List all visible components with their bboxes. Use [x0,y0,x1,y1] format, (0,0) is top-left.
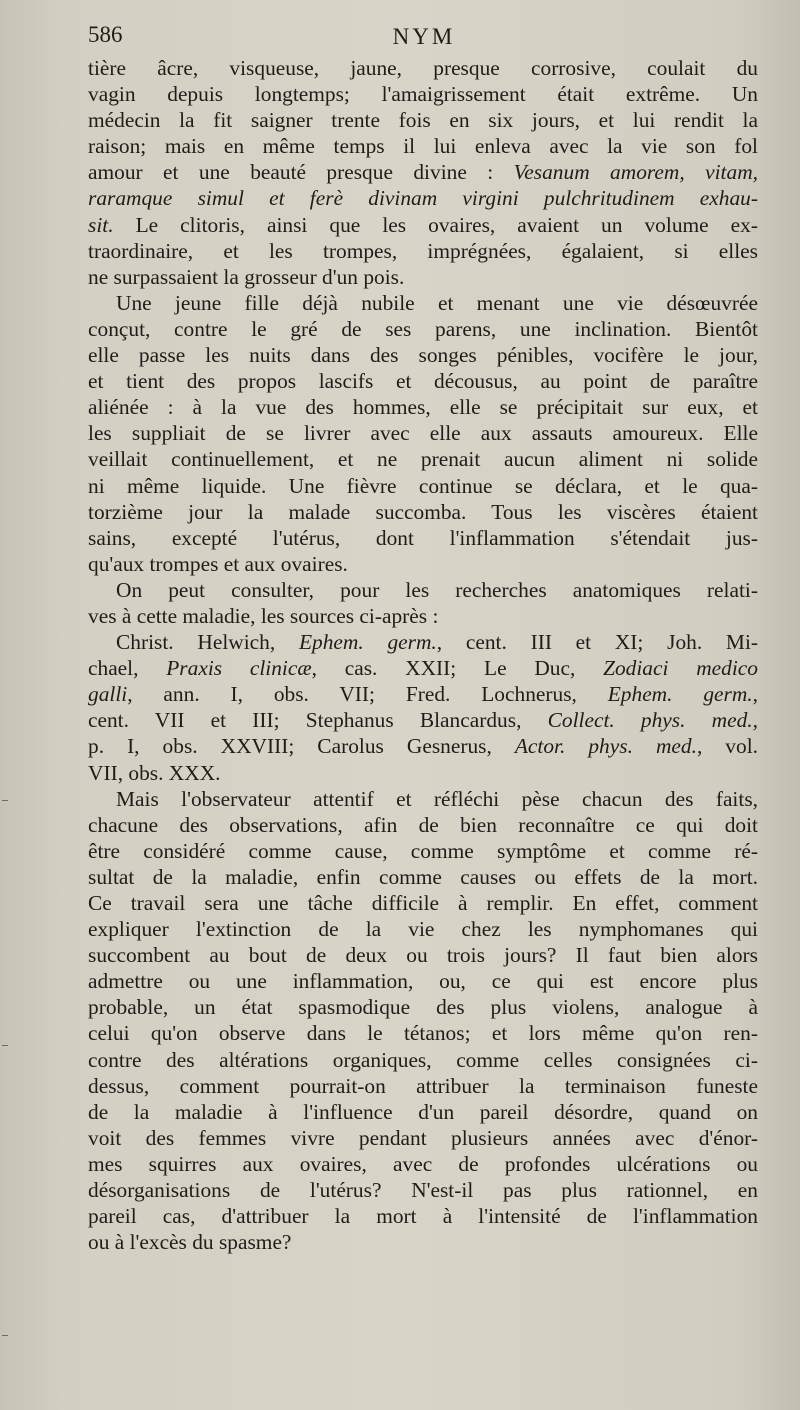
text-line [88,1203,758,1229]
text-line [88,394,758,420]
text-segment: désorganisations de l'utérus? N'est-il pas plus rationnel, en [88,1178,758,1203]
text-segment: traordinaire, et les trompes, imprégnées, égalaient, si elles [88,238,758,263]
body-text [88,55,758,1255]
text-segment: mes squirres aux ovaires, avec de profondes ulcérations ou [88,1151,758,1176]
margin-mark [2,1335,8,1336]
text-segment: dessus, comment pourrait-on attribuer la terminaison funeste [88,1073,758,1098]
text-segment: expliquer l'extinction de la vie chez les nymphomanes qui [88,917,758,942]
text-line [88,473,758,499]
text-line [88,812,758,838]
text-line [88,655,758,681]
text-segment: , cas. XXII; Le Duc, [311,656,604,681]
italic-text: galli [88,682,128,707]
italic-text: Vesanum amorem, vitam, [513,160,758,185]
text-line [88,368,758,394]
text-line [88,107,758,133]
text-segment: , vol. [696,734,758,759]
text-line [88,1177,758,1203]
text-line [88,942,758,968]
text-line [88,316,758,342]
text-segment: cent. VII et III; Stephanus Blancardus, [88,708,548,733]
text-line [88,968,758,994]
italic-text: Ephem. germ. [298,630,437,655]
text-line [88,629,758,655]
italic-text: Actor. phys. med. [514,734,697,759]
text-line [88,786,758,812]
text-segment: amour et une beauté presque divine : [88,160,514,185]
italic-text: Zodiaci medico [603,656,758,681]
text-segment: ne surpassaient la grosseur d'un pois. [88,264,405,289]
text-segment: veillait continuellement, et ne prenait aucun aliment ni solide [88,447,758,472]
text-line [88,707,758,733]
text-line [88,760,758,786]
text-segment: On peut consulter, pour les recherches anatomiques relati- [116,577,758,602]
text-line [88,446,758,472]
text-segment: celui qu'on observe dans le tétanos; et lors même qu'on ren- [88,1021,758,1046]
text-line [88,1099,758,1125]
text-line [88,838,758,864]
italic-text: Collect. phys. med. [547,708,753,733]
text-line [88,994,758,1020]
text-line [88,1020,758,1046]
text-segment: raison; mais en même temps il lui enleva avec la vie son fol [88,134,758,159]
text-line [88,185,758,211]
text-segment: Le clitoris, ainsi que les ovaires, avaient un volume ex- [113,212,758,237]
text-segment: admettre ou une inflammation, ou, ce qui est encore plus [88,969,758,994]
text-line [88,1229,758,1255]
text-segment: être considéré comme cause, comme symptôme et comme ré- [88,838,758,863]
text-segment: , [752,708,758,733]
italic-text: Ephem. germ. [607,682,753,707]
text-segment: sains, excepté l'utérus, dont l'inflammation s'étendait jus- [88,525,758,550]
text-segment: VII, obs. XXX. [88,760,221,785]
text-segment: contre des altérations organiques, comme celles consignées ci- [88,1047,758,1072]
text-segment: conçut, contre le gré de ses parens, une inclination. Bientôt [88,316,758,341]
text-segment: chacune des observations, afin de bien reconnaître ce qui doit [88,812,758,837]
text-segment: Christ. Helwich, [116,630,299,655]
text-line [88,733,758,759]
text-segment: Une jeune fille déjà nubile et menant une vie désœuvrée [116,290,758,315]
text-line [88,916,758,942]
text-line [88,551,758,577]
text-segment: , ann. I, obs. VII; Fred. Lochnerus, [127,682,608,707]
text-line [88,342,758,368]
margin-mark [2,800,8,801]
text-segment: succombent au bout de deux ou trois jours? Il faut bien alors [88,943,758,968]
text-line [88,525,758,551]
text-segment: , cent. III et XI; Joh. Mi- [436,630,759,655]
text-line [88,55,758,81]
text-segment: elle passe les nuits dans des songes pénibles, vocifère le jour, [88,343,758,368]
text-line [88,133,758,159]
text-segment: médecin la fit saigner trente fois en six jours, et lui rendit la [88,108,758,133]
text-line [88,1047,758,1073]
text-line [88,1151,758,1177]
italic-text: raramque simul et ferè divinam virgini pulchritudinem exhau- [88,186,758,211]
margin-mark [2,1045,8,1046]
text-segment: p. I, obs. XXVIII; Carolus Gesnerus, [88,734,515,759]
text-segment: voit des femmes vivre pendant plusieurs années avec d'énor- [88,1125,758,1150]
text-line [88,264,758,290]
text-line [88,1073,758,1099]
text-line [88,890,758,916]
text-line [88,238,758,264]
italic-text: Praxis clinicæ [166,656,312,681]
text-segment: qu'aux trompes et aux ovaires. [88,551,348,576]
text-segment: aliénée : à la vue des hommes, elle se précipitait sur eux, et [88,395,758,420]
text-segment: ves à cette maladie, les sources ci-après : [88,603,439,628]
running-head-title: NYM [392,24,456,49]
text-segment: , [752,682,758,707]
text-segment: probable, un état spasmodique des plus violens, analogue à [88,995,758,1020]
text-segment: de la maladie à l'influence d'un pareil désordre, quand on [88,1099,758,1124]
text-segment: chael, [88,656,167,681]
text-line [88,212,758,238]
running-head [88,22,760,52]
text-segment: les suppliait de se livrer avec elle aux assauts amoureux. Elle [88,421,758,446]
text-segment: ou à l'excès du spasme? [88,1230,292,1255]
text-segment: pareil cas, d'attribuer la mort à l'intensité de l'inflammation [88,1204,758,1229]
text-line [88,603,758,629]
page-number: 586 [88,22,123,47]
text-line [88,159,758,185]
text-line [88,81,758,107]
text-segment: vagin depuis longtemps; l'amaigrissement était extrême. Un [88,82,758,107]
text-segment: Ce travail sera une tâche difficile à remplir. En effet, comment [88,891,758,915]
text-segment: sultat de la maladie, enfin comme causes ou effets de la mort. [88,864,758,889]
text-segment: Mais l'observateur attentif et réfléchi pèse chacun des faits, [116,786,758,811]
italic-text: sit. [88,212,114,237]
text-segment: et tient des propos lascifs et décousus, au point de paraître [88,369,758,394]
text-line [88,1125,758,1151]
text-line [88,681,758,707]
text-segment: torzième jour la malade succomba. Tous les viscères étaient [88,499,758,524]
text-line [88,499,758,525]
text-line [88,420,758,446]
text-line [88,290,758,316]
text-line [88,577,758,603]
text-line [88,864,758,890]
text-segment: ni même liquide. Une fièvre continue se déclara, et le qua- [88,473,758,498]
text-segment: tière âcre, visqueuse, jaune, presque corrosive, coulait du [88,56,758,80]
